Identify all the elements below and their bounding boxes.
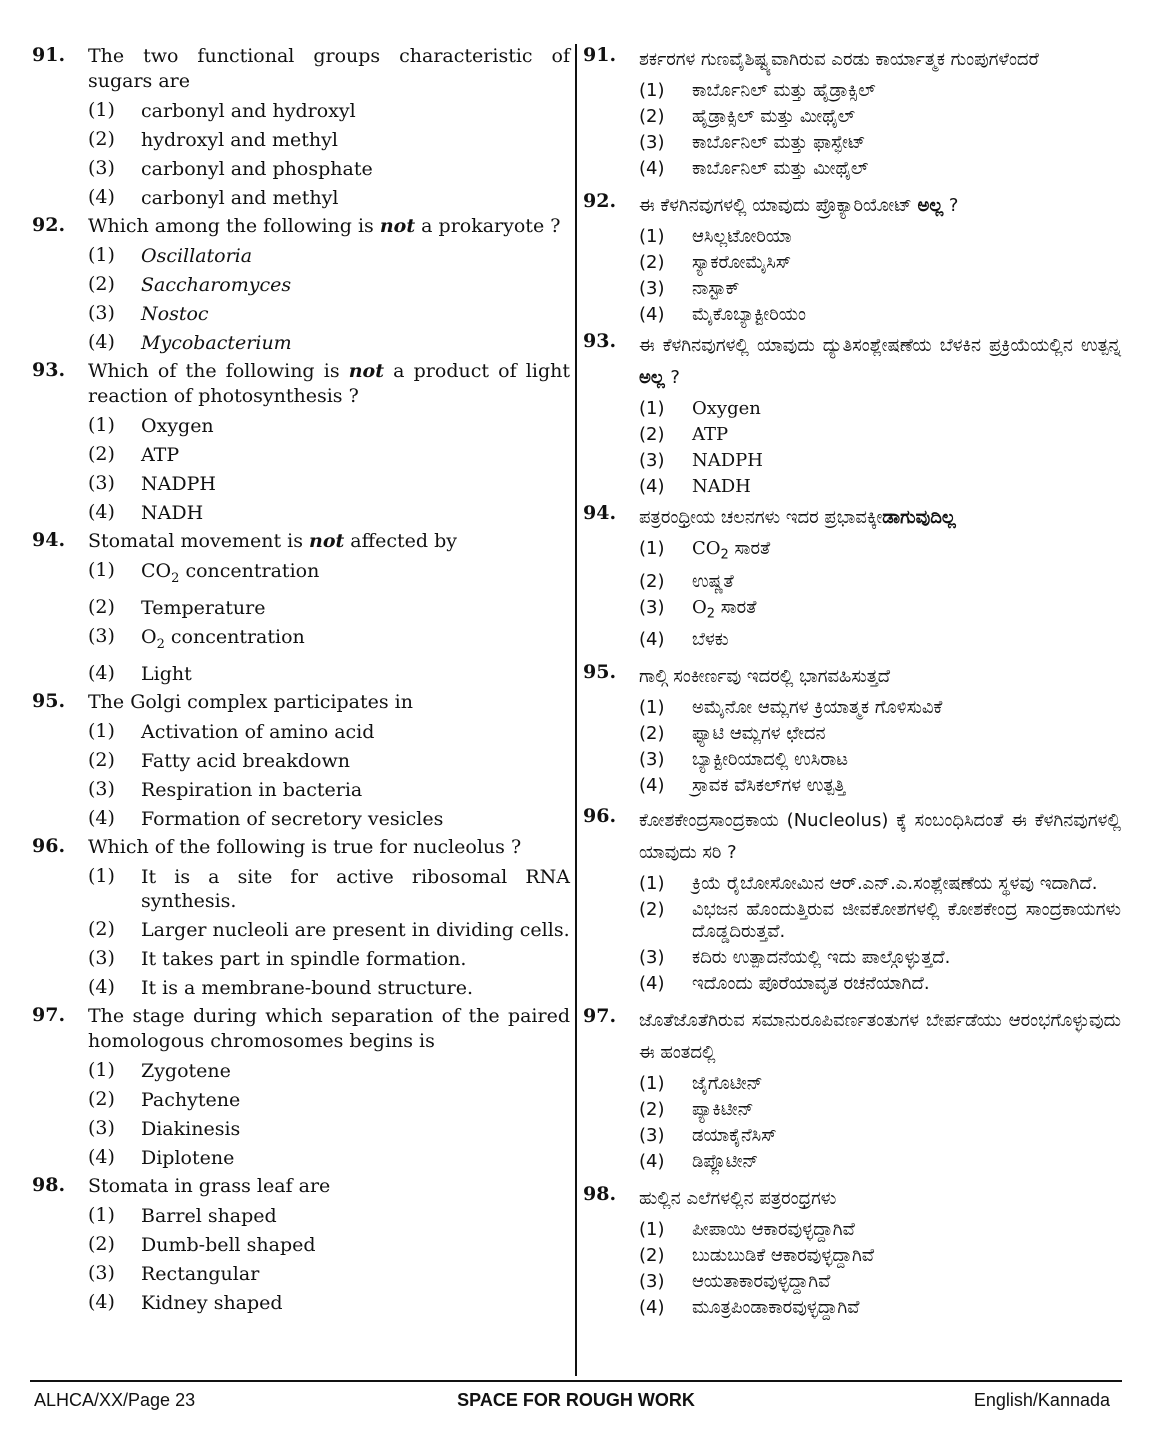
page-code: ALHCA/XX/Page 23 xyxy=(34,1390,196,1410)
kannada-column xyxy=(583,44,1121,1323)
option-4: (4) carbonyl and methyl xyxy=(88,186,339,209)
option-3: (3) ಕದಿರು ಉತ್ಪಾದನೆಯಲ್ಲಿ ಇದು ಪಾಲ್ಗೊಳ್ಳುತ್ತದೆ. xyxy=(639,947,951,969)
option-2: (2) ATP xyxy=(639,424,729,445)
option-3: (3) $O_2$ ಸಾರತೆ xyxy=(639,596,757,622)
page-footer xyxy=(30,1390,1122,1414)
question-stem: Stomata in grass leaf are xyxy=(88,1174,331,1197)
option-4: (4) ಬೆಳಕು xyxy=(639,629,729,651)
question-number: 92. xyxy=(583,190,617,212)
option-3: (3) ಆಯತಾಕಾರವುಳ್ಳದ್ದಾಗಿವೆ xyxy=(639,1271,831,1293)
question-stem: ಈ ಕೆಳಗಿನವುಗಳಲ್ಲಿ ಯಾವುದು ದ್ಯುತಿಸಂಶ್ಲೇಷಣೆಯ ಬೆಳಕಿನ ಪ್ರಕ್ರಿಯೆಯಲ್ಲಿನ ಉತ್ಪನ್ನ ಅಲ್ಲ ? xyxy=(639,335,1121,388)
question-93 xyxy=(32,359,570,527)
option-1: (1) ಅಮೈನೋ ಆಮ್ಲಗಳ ಕ್ರಿಯಾತ್ಮಕ ಗೊಳಿಸುವಿಕೆ xyxy=(639,697,943,719)
option-1: (1) Oxygen xyxy=(639,398,761,419)
question-94 xyxy=(32,529,570,688)
question-number: 91. xyxy=(583,44,617,66)
language-label: English/Kannada xyxy=(973,1390,1110,1410)
option-4: (4) ಕಾರ್ಬೊನಿಲ್ ಮತ್ತು ಮೀಥೈಲ್ xyxy=(639,158,869,179)
question-number: 96. xyxy=(32,834,66,857)
question-number: 94. xyxy=(32,529,66,551)
option-1: (1) Oxygen xyxy=(88,414,214,437)
option-4: (4) Mycobacterium xyxy=(88,331,292,354)
option-4: (4) It is a membrane-bound structure. xyxy=(88,975,474,999)
option-4: (4) Formation of secretory vesicles xyxy=(88,806,444,830)
question-91 xyxy=(32,44,570,212)
option-1: (1) Activation of amino acid xyxy=(88,719,375,743)
option-3: (3) It takes part in spindle formation. xyxy=(88,946,467,970)
option-2: (2) Larger nucleoli are present in dividing cells. xyxy=(88,917,570,941)
option-3: (3) NADPH xyxy=(88,472,216,495)
option-3: (3) $O_2$ concentration xyxy=(88,624,305,652)
question-98-kannada xyxy=(583,1183,1121,1321)
english-column xyxy=(32,44,570,1319)
option-2: (2) ಫ್ಯಾಟಿ ಆಮ್ಲಗಳ ಛೇದನ xyxy=(639,723,826,745)
question-stem: ಪತ್ರರಂಧ್ರೀಯ ಚಲನಗಳು ಇದರ ಪ್ರಭಾವಕ್ಕೀಡಾಗುವುದಿಲ್ಲ xyxy=(639,507,956,528)
question-stem: The two functional groups characteristic of sugars are xyxy=(88,45,570,92)
question-95-kannada xyxy=(583,661,1121,799)
question-number: 95. xyxy=(583,661,617,684)
option-4: (4) Kidney shaped xyxy=(88,1290,283,1314)
option-1: (1) ಜೈಗೊಟೀನ್ xyxy=(639,1073,763,1095)
question-number: 97. xyxy=(583,1005,617,1028)
question-number: 97. xyxy=(32,1003,66,1026)
question-number: 93. xyxy=(32,359,66,381)
option-4: (4) ಡಿಪ್ಲೊಟೀನ್ xyxy=(639,1151,759,1173)
question-96-kannada xyxy=(583,805,1121,997)
option-3: (3) ನಾಸ್ಟಾಕ್ xyxy=(639,278,740,299)
option-3: (3) NADPH xyxy=(639,450,763,471)
option-3: (3) Diakinesis xyxy=(88,1116,241,1140)
option-2: (2) ಉಷ್ಣತೆ xyxy=(639,570,734,592)
question-97 xyxy=(32,1004,570,1172)
question-97-kannada xyxy=(583,1005,1121,1175)
question-number: 92. xyxy=(32,214,66,236)
option-4: (4) ಮೂತ್ರಪಿಂಡಾಕಾರವುಳ್ಳದ್ದಾಗಿವೆ xyxy=(639,1297,860,1319)
option-2: (2) ವಿಭಜನ ಹೊಂದುತ್ತಿರುವ ಜೀವಕೋಶಗಳಲ್ಲಿ ಕೋಶಕೇಂದ್ರ ಸಾಂದ್ರಕಾಯಗಳು ದೊಡ್ಡದಿರುತ್ತವೆ. xyxy=(639,899,1121,943)
option-1: (1) $CO_2$ concentration xyxy=(88,559,320,586)
question-stem: ಶರ್ಕರಗಳ ಗುಣವೈಶಿಷ್ಟ್ಯವಾಗಿರುವ ಎರಡು ಕಾರ್ಯಾತ್ಮಕ ಗುಂಪುಗಳೆಂದರೆ xyxy=(639,49,1039,70)
option-3: (3) ಕಾರ್ಬೊನಿಲ್ ಮತ್ತು ಫಾಸ್ಫೇಟ್ xyxy=(639,132,866,153)
option-3: (3) Rectangular xyxy=(88,1261,260,1285)
option-1: (1) carbonyl and hydroxyl xyxy=(88,99,356,122)
question-stem: Which of the following is true for nucleolus ? xyxy=(88,835,522,858)
option-1: (1) $CO_2$ ಸಾರತೆ xyxy=(639,538,771,563)
question-number: 94. xyxy=(583,502,617,524)
question-stem: ಈ ಕೆಳಗಿನವುಗಳಲ್ಲಿ ಯಾವುದು ಪ್ರೊಕ್ಯಾರಿಯೋಟ್ ಅಲ್ಲ ? xyxy=(639,195,959,216)
footer-rule xyxy=(30,1380,1122,1382)
question-stem: ಗಾಲ್ಗಿ ಸಂಕೀರ್ಣವು ಇದರಲ್ಲಿ ಭಾಗವಹಿಸುತ್ತದೆ xyxy=(639,666,891,688)
question-stem: The stage during which separation of the paired homologous chromosomes begins is xyxy=(88,1004,570,1052)
question-96 xyxy=(32,835,570,1002)
question-number: 93. xyxy=(583,330,617,352)
option-4: (4) ಮೈಕೊಬ್ಯಾಕ್ಟೀರಿಯಂ xyxy=(639,304,806,325)
option-1: (1) ಪೀಪಾಯಿ ಆಕಾರವುಳ್ಳದ್ದಾಗಿವೆ xyxy=(639,1219,855,1241)
question-stem: ಜೊತೆಜೊತೆಗಿರುವ ಸಮಾನುರೂಪಿವರ್ಣತಂತುಗಳ ಬೇರ್ಪಡೆಯು ಆರಂಭಗೊಳ್ಳುವುದು ಈ ಹಂತದಲ್ಲಿ xyxy=(639,1010,1121,1064)
column-divider xyxy=(575,44,577,1376)
option-2: (2) ATP xyxy=(88,443,180,466)
question-95 xyxy=(32,690,570,833)
rough-work-label: SPACE FOR ROUGH WORK xyxy=(457,1390,695,1410)
question-number: 98. xyxy=(32,1173,66,1196)
option-1: (1) It is a site for active ribosomal RNA synthesis. xyxy=(88,864,570,912)
option-1: (1) Oscillatoria xyxy=(88,244,253,267)
option-1: (1) ಕಾರ್ಬೊನಿಲ್ ಮತ್ತು ಹೈಡ್ರಾಕ್ಸಿಲ್ xyxy=(639,80,876,101)
option-4: (4) ಸ್ರಾವಕ ವೆಸಿಕಲ್‌ಗಳ ಉತ್ಪತ್ತಿ xyxy=(639,775,846,797)
option-2: (2) hydroxyl and methyl xyxy=(88,128,338,151)
question-stem: The Golgi complex participates in xyxy=(88,690,413,713)
question-stem: Which of the following is not a product of light reaction of photosynthesis ? xyxy=(88,360,570,407)
option-2: (2) ಹೈಡ್ರಾಕ್ಸಿಲ್ ಮತ್ತು ಮೀಥೈಲ್ xyxy=(639,106,856,127)
question-number: 96. xyxy=(583,805,617,828)
question-94-kannada xyxy=(583,502,1121,653)
question-93-kannada xyxy=(583,330,1121,500)
option-2: (2) Fatty acid breakdown xyxy=(88,748,350,772)
option-2: (2) ಪ್ಯಾಕಿಟೀನ್ xyxy=(639,1099,754,1121)
option-2: (2) Dumb-bell shaped xyxy=(88,1232,316,1256)
question-stem: ಕೋಶಕೇಂದ್ರಸಾಂದ್ರಕಾಯ (Nucleolus) ಕ್ಕೆ ಸಂಬಂಧಿಸಿದಂತೆ ಈ ಕೆಳಗಿನವುಗಳಲ್ಲಿ ಯಾವುದು ಸರಿ ? xyxy=(639,810,1121,864)
option-4: (4) ಇದೊಂದು ಪೊರೆಯಾವೃತ ರಚನೆಯಾಗಿದೆ. xyxy=(639,973,930,995)
option-2: (2) ಬುಡುಬುಡಿಕೆ ಆಕಾರವುಳ್ಳದ್ದಾಗಿವೆ xyxy=(639,1245,875,1267)
question-98 xyxy=(32,1174,570,1317)
option-4: (4) NADH xyxy=(639,476,751,497)
option-3: (3) Respiration in bacteria xyxy=(88,777,363,801)
question-number: 98. xyxy=(583,1183,617,1206)
option-1: (1) Zygotene xyxy=(88,1058,231,1082)
option-3: (3) ಬ್ಯಾಕ್ಟೀರಿಯಾದಲ್ಲಿ ಉಸಿರಾಟ xyxy=(639,749,848,771)
question-stem: Stomatal movement is not affected by xyxy=(88,530,457,552)
option-1: (1) ಆಸಿಲ್ಲಟೋರಿಯಾ xyxy=(639,226,792,247)
option-1: (1) Barrel shaped xyxy=(88,1203,277,1227)
question-92-kannada xyxy=(583,190,1121,328)
option-3: (3) carbonyl and phosphate xyxy=(88,157,373,180)
option-2: (2) Saccharomyces xyxy=(88,273,292,296)
option-1: (1) ಕ್ರಿಯೆ ರೈಬೋಸೋಮಿನ ಆರ್.ಎನ್.ಎ.ಸಂಶ್ಲೇಷಣೆಯ ಸ್ಥಳವು ಇದಾಗಿದೆ. xyxy=(639,873,1098,895)
option-3: (3) ಡಯಾಕೈನೆಸಿಸ್ xyxy=(639,1125,777,1147)
option-4: (4) Diplotene xyxy=(88,1145,235,1169)
option-2: (2) Temperature xyxy=(88,595,266,619)
option-4: (4) Light xyxy=(88,661,192,685)
question-stem: ಹುಲ್ಲಿನ ಎಲೆಗಳಲ್ಲಿನ ಪತ್ರರಂಧ್ರಗಳು xyxy=(639,1188,837,1210)
question-number: 95. xyxy=(32,689,66,712)
question-number: 91. xyxy=(32,44,66,66)
question-92 xyxy=(32,214,570,357)
option-3: (3) Nostoc xyxy=(88,302,209,325)
option-4: (4) NADH xyxy=(88,501,204,524)
question-stem: Which among the following is not a prokaryote ? xyxy=(88,215,561,237)
option-2: (2) ಸ್ಯಾಕರೋಮೈಸಿಸ್ xyxy=(639,252,792,273)
question-91-kannada xyxy=(583,44,1121,182)
option-2: (2) Pachytene xyxy=(88,1087,241,1111)
